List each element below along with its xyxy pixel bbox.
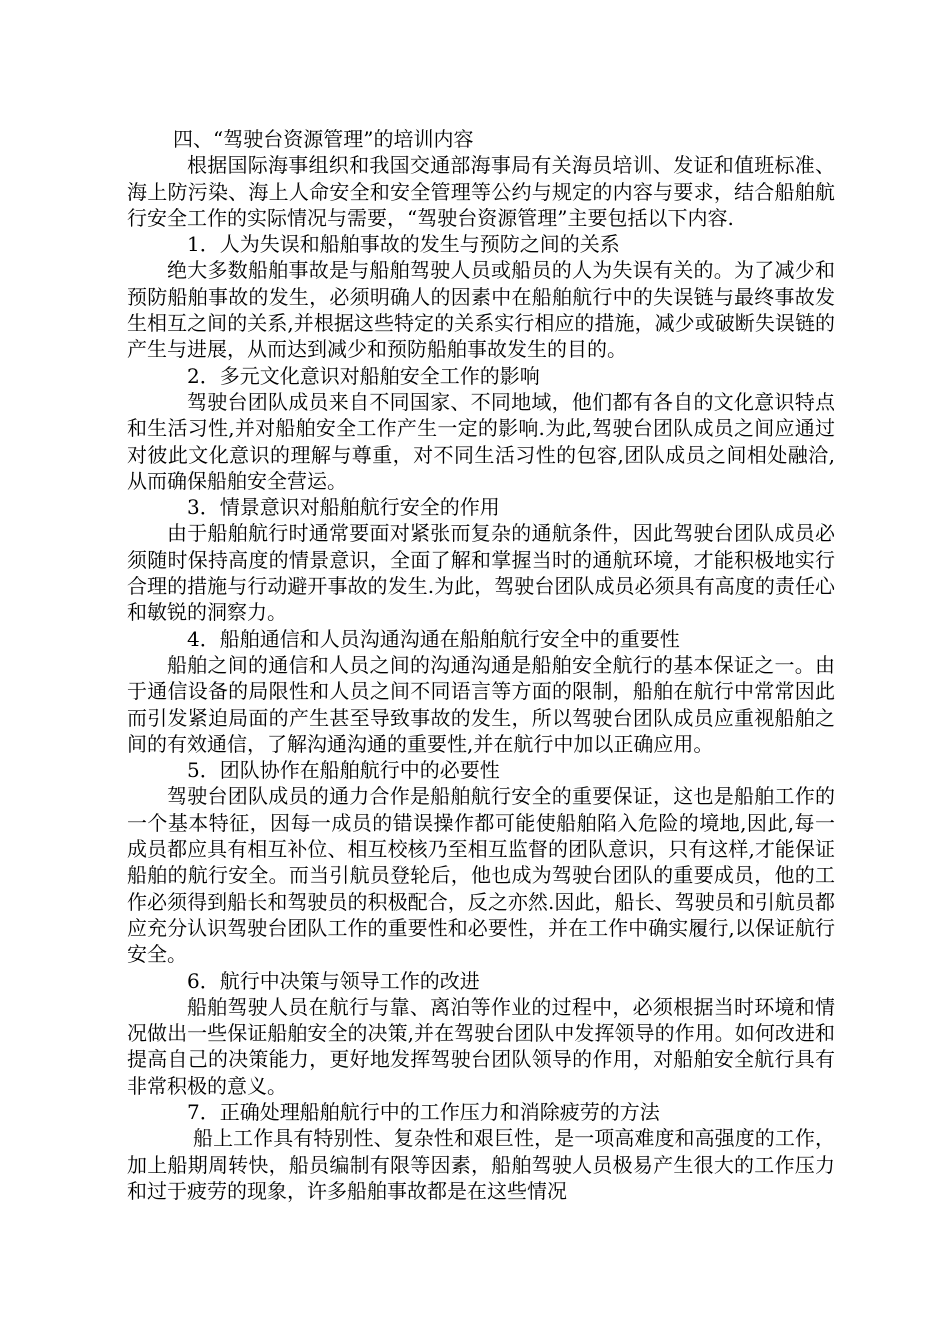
section-heading-4: 4．船舶通信和人员沟通沟通在船舶航行安全中的重要性 bbox=[187, 626, 680, 651]
section-heading-5: 5．团队协作在船舶航行中的必要性 bbox=[187, 758, 500, 783]
section-body-5: 驾驶台团队成员的通力合作是船舶航行安全的重要保证，这也是船舶工作的一个基本特征，因每一成员的错误操作都可能使船舶陷入危险的境地,因此,每一成员都应具有相互补位、相互校核乃至相互监督的团队意识，只有这样,才能保证船舶的航行安全。而当引航员登轮后，他也成为驾驶台团队的重要成员，他的工作必须得到船长和驾驶员的积极配合，反之亦然.因此，船长、驾驶员和引航员都应充分认识驾驶台团队工作的重要性和必要性，并在工作中确实履行,以保证航行安全。 bbox=[127, 784, 835, 967]
section-heading-7: 7．正确处理船舶航行中的工作压力和消除疲劳的方法 bbox=[187, 1099, 660, 1124]
section-body-6: 船舶驾驶人员在航行与靠、离泊等作业的过程中，必须根据当时环境和情况做出一些保证船舶安全的决策,并在驾驶台团队中发挥领导的作用。如何改进和提高自己的决策能力，更好地发挥驾驶台团队领导的作用，对船舶安全航行具有非常积极的意义。 bbox=[127, 994, 835, 1098]
document-body bbox=[127, 126, 835, 1204]
section-heading-1: 1．人为失误和船舶事故的发生与预防之间的关系 bbox=[187, 232, 620, 257]
section-body-7: 船上工作具有特别性、复杂性和艰巨性，是一项高难度和高强度的工作，加上船期周转快，船员编制有限等因素，船舶驾驶人员极易产生很大的工作压力和过于疲劳的现象，许多船舶事故都是在这些情况 bbox=[127, 1126, 835, 1203]
section-body-1: 绝大多数船舶事故是与船舶驾驶人员或船员的人为失误有关的。为了减少和预防船舶事故的发生，必须明确人的因素中在船舶航行中的失误链与最终事故发生相互之间的关系,并根据这些特定的关系实行相应的措施，减少或破断失误链的产生与进展，从而达到减少和预防船舶事故发生的目的。 bbox=[127, 258, 835, 362]
section-body-4: 船舶之间的通信和人员之间的沟通沟通是船舶安全航行的基本保证之一。由于通信设备的局限性和人员之间不同语言等方面的限制，船舶在航行中常常因此而引发紧迫局面的产生甚至导致事故的发生，所以驾驶台团队成员应重视船舶之间的有效通信，了解沟通沟通的重要性,并在航行中加以正确应用。 bbox=[127, 652, 835, 756]
section-heading-3: 3．情景意识对船舶航行安全的作用 bbox=[187, 495, 500, 520]
section-heading-6: 6．航行中决策与领导工作的改进 bbox=[187, 968, 480, 993]
intro-paragraph: 根据国际海事组织和我国交通部海事局有关海员培训、发证和值班标准、海上防污染、海上人命安全和安全管理等公约与规定的内容与要求，结合船舶航行安全工作的实际情况与需要，“驾驶台资源管理”主要包括以下内容. bbox=[127, 153, 835, 230]
section-body-3: 由于船舶航行时通常要面对紧张而复杂的通航条件，因此驾驶台团队成员必须随时保持高度的情景意识，全面了解和掌握当时的通航环境，才能积极地实行合理的措施与行动避开事故的发生.为此，驾驶台团队成员必须具有高度的责任心和敏锐的洞察力。 bbox=[127, 521, 835, 625]
section-body-2: 驾驶台团队成员来自不同国家、不同地域，他们都有各自的文化意识特点和生活习性,并对船舶安全工作产生一定的影响.为此,驾驶台团队成员之间应通过对彼此文化意识的理解与尊重，对不同生活习性的包容,团队成员之间相处融洽,从而确保船舶安全营运。 bbox=[127, 389, 835, 493]
section-heading-2: 2．多元文化意识对船舶安全工作的影响 bbox=[187, 363, 540, 388]
document-title: 四、“驾驶台资源管理”的培训内容 bbox=[173, 127, 474, 151]
